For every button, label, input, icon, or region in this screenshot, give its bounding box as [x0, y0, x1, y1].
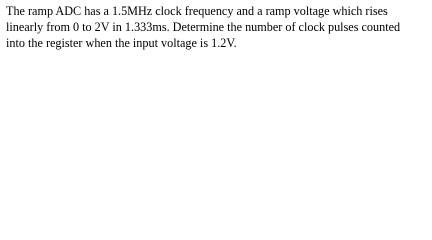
problem-line-3: into the register when the input voltage is 1.2V.: [6, 36, 237, 50]
problem-text: [6, 3, 430, 51]
problem-line-2: linearly from 0 to 2V in 1.333ms. Determine the number of clock pulses counted: [6, 20, 401, 34]
problem-line-1: The ramp ADC has a 1.5MHz clock frequency and a ramp voltage which rises: [6, 4, 388, 18]
